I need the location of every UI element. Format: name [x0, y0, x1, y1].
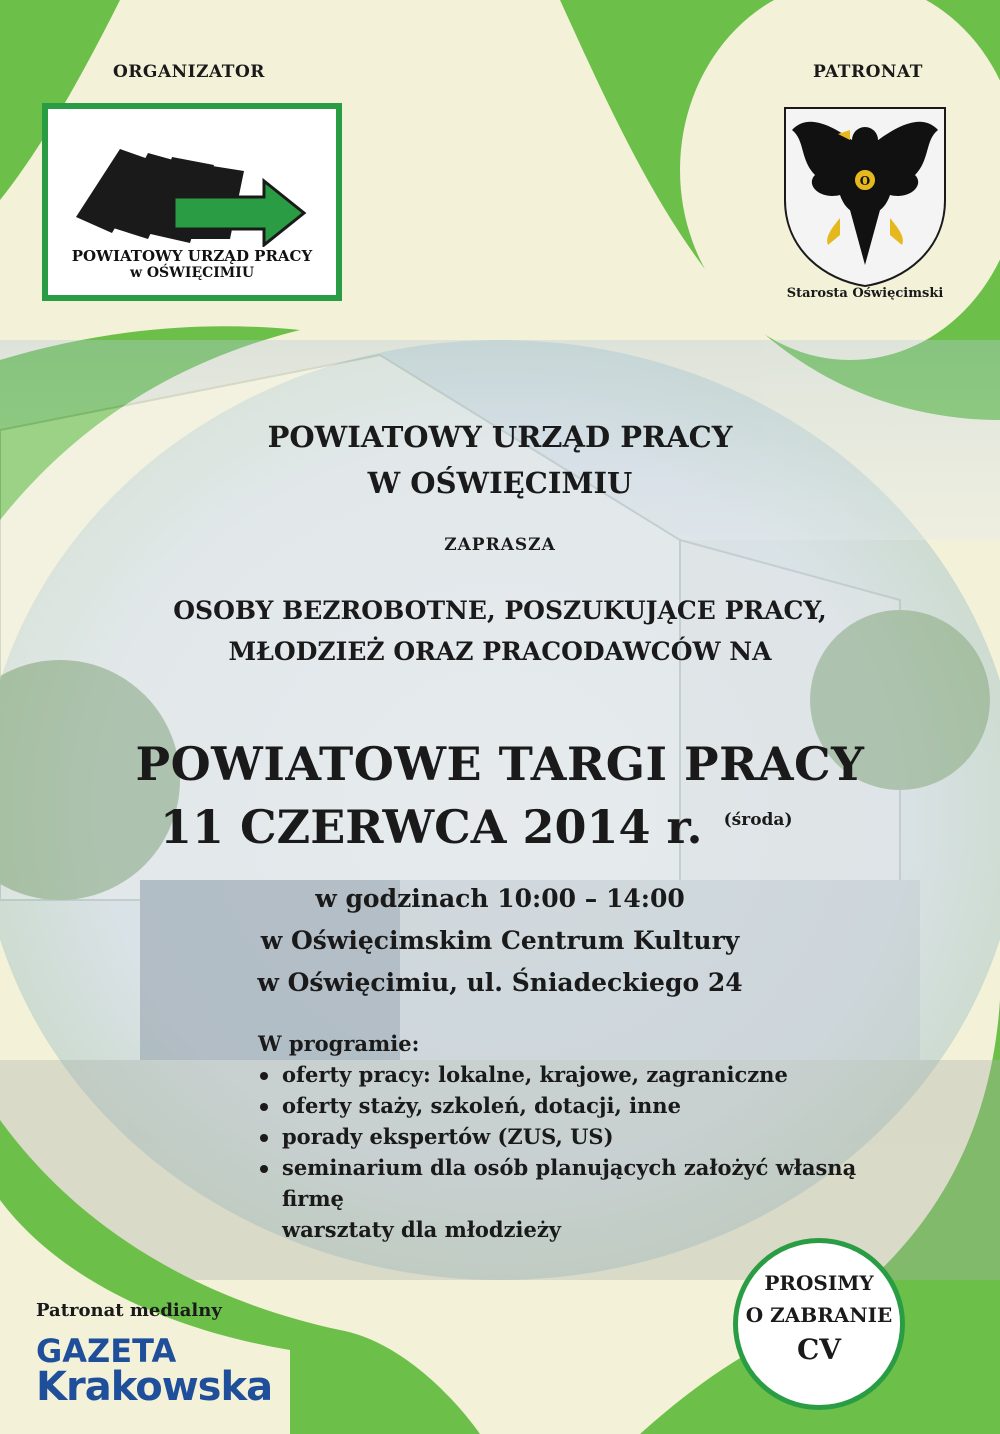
gazeta-logo-line1: GAZETA [36, 1332, 177, 1370]
cards-arrow-logo-icon [68, 137, 328, 247]
organizer-logo [42, 103, 342, 301]
audience-line1: OSOBY BEZROBOTNE, POSZUKUJĄCE PRACY, [173, 596, 827, 625]
gazeta-krakowska-logo [36, 1332, 273, 1410]
cv-badge-line3: CV [796, 1333, 841, 1366]
invites-text: ZAPRASZA [444, 535, 556, 555]
program-list [258, 1059, 918, 1214]
audience-line2: MŁODZIEŻ ORAZ PRACODAWCÓW NA [228, 637, 772, 666]
program-item: seminarium dla osób planujących założyć własną firmę [258, 1152, 918, 1214]
program-item: oferty staży, szkoleń, dotacji, inne [258, 1090, 918, 1121]
cv-badge-line1: PROSIMY [764, 1271, 874, 1295]
event-title: POWIATOWE TARGI PRACY [135, 737, 865, 791]
organizer-label: ORGANIZATOR [113, 62, 265, 82]
organizer-logo-line1: POWIATOWY URZĄD PRACY [71, 247, 313, 265]
event-weekday: (środa) [723, 810, 793, 830]
gazeta-logo-line2: Krakowska [36, 1364, 273, 1410]
cv-badge-line2: O ZABRANIE [745, 1303, 893, 1327]
svg-text:O: O [859, 174, 871, 188]
patron-caption: Starosta Oświęcimski [786, 286, 944, 301]
event-address: w Oświęcimiu, ul. Śniadeckiego 24 [257, 968, 743, 997]
organizer-logo-line2: w OŚWIĘCIMIU [129, 265, 255, 281]
media-patron-label: Patronat medialny [36, 1300, 222, 1321]
program-item: porady ekspertów (ZUS, US) [258, 1121, 918, 1152]
program-item: oferty pracy: lokalne, krajowe, zagraniczne [258, 1059, 918, 1090]
event-date: 11 CZERWCA 2014 r. [160, 800, 703, 854]
program-heading: W programie: [258, 1031, 420, 1056]
event-hours: w godzinach 10:00 – 14:00 [315, 884, 685, 913]
org-name-line2: W OŚWIĘCIMIU [367, 466, 633, 500]
org-name-line1: POWIATOWY URZĄD PRACY [267, 420, 733, 454]
eagle-coat-of-arms-icon [770, 100, 960, 290]
program-section [258, 1028, 918, 1245]
patron-label: PATRONAT [813, 62, 923, 82]
patron-crest [770, 100, 960, 290]
event-date-row [160, 800, 860, 854]
cv-badge [733, 1238, 905, 1410]
event-venue: w Oświęcimskim Centrum Kultury [260, 926, 740, 955]
program-extra-line: warsztaty dla młodzieży [282, 1217, 561, 1242]
